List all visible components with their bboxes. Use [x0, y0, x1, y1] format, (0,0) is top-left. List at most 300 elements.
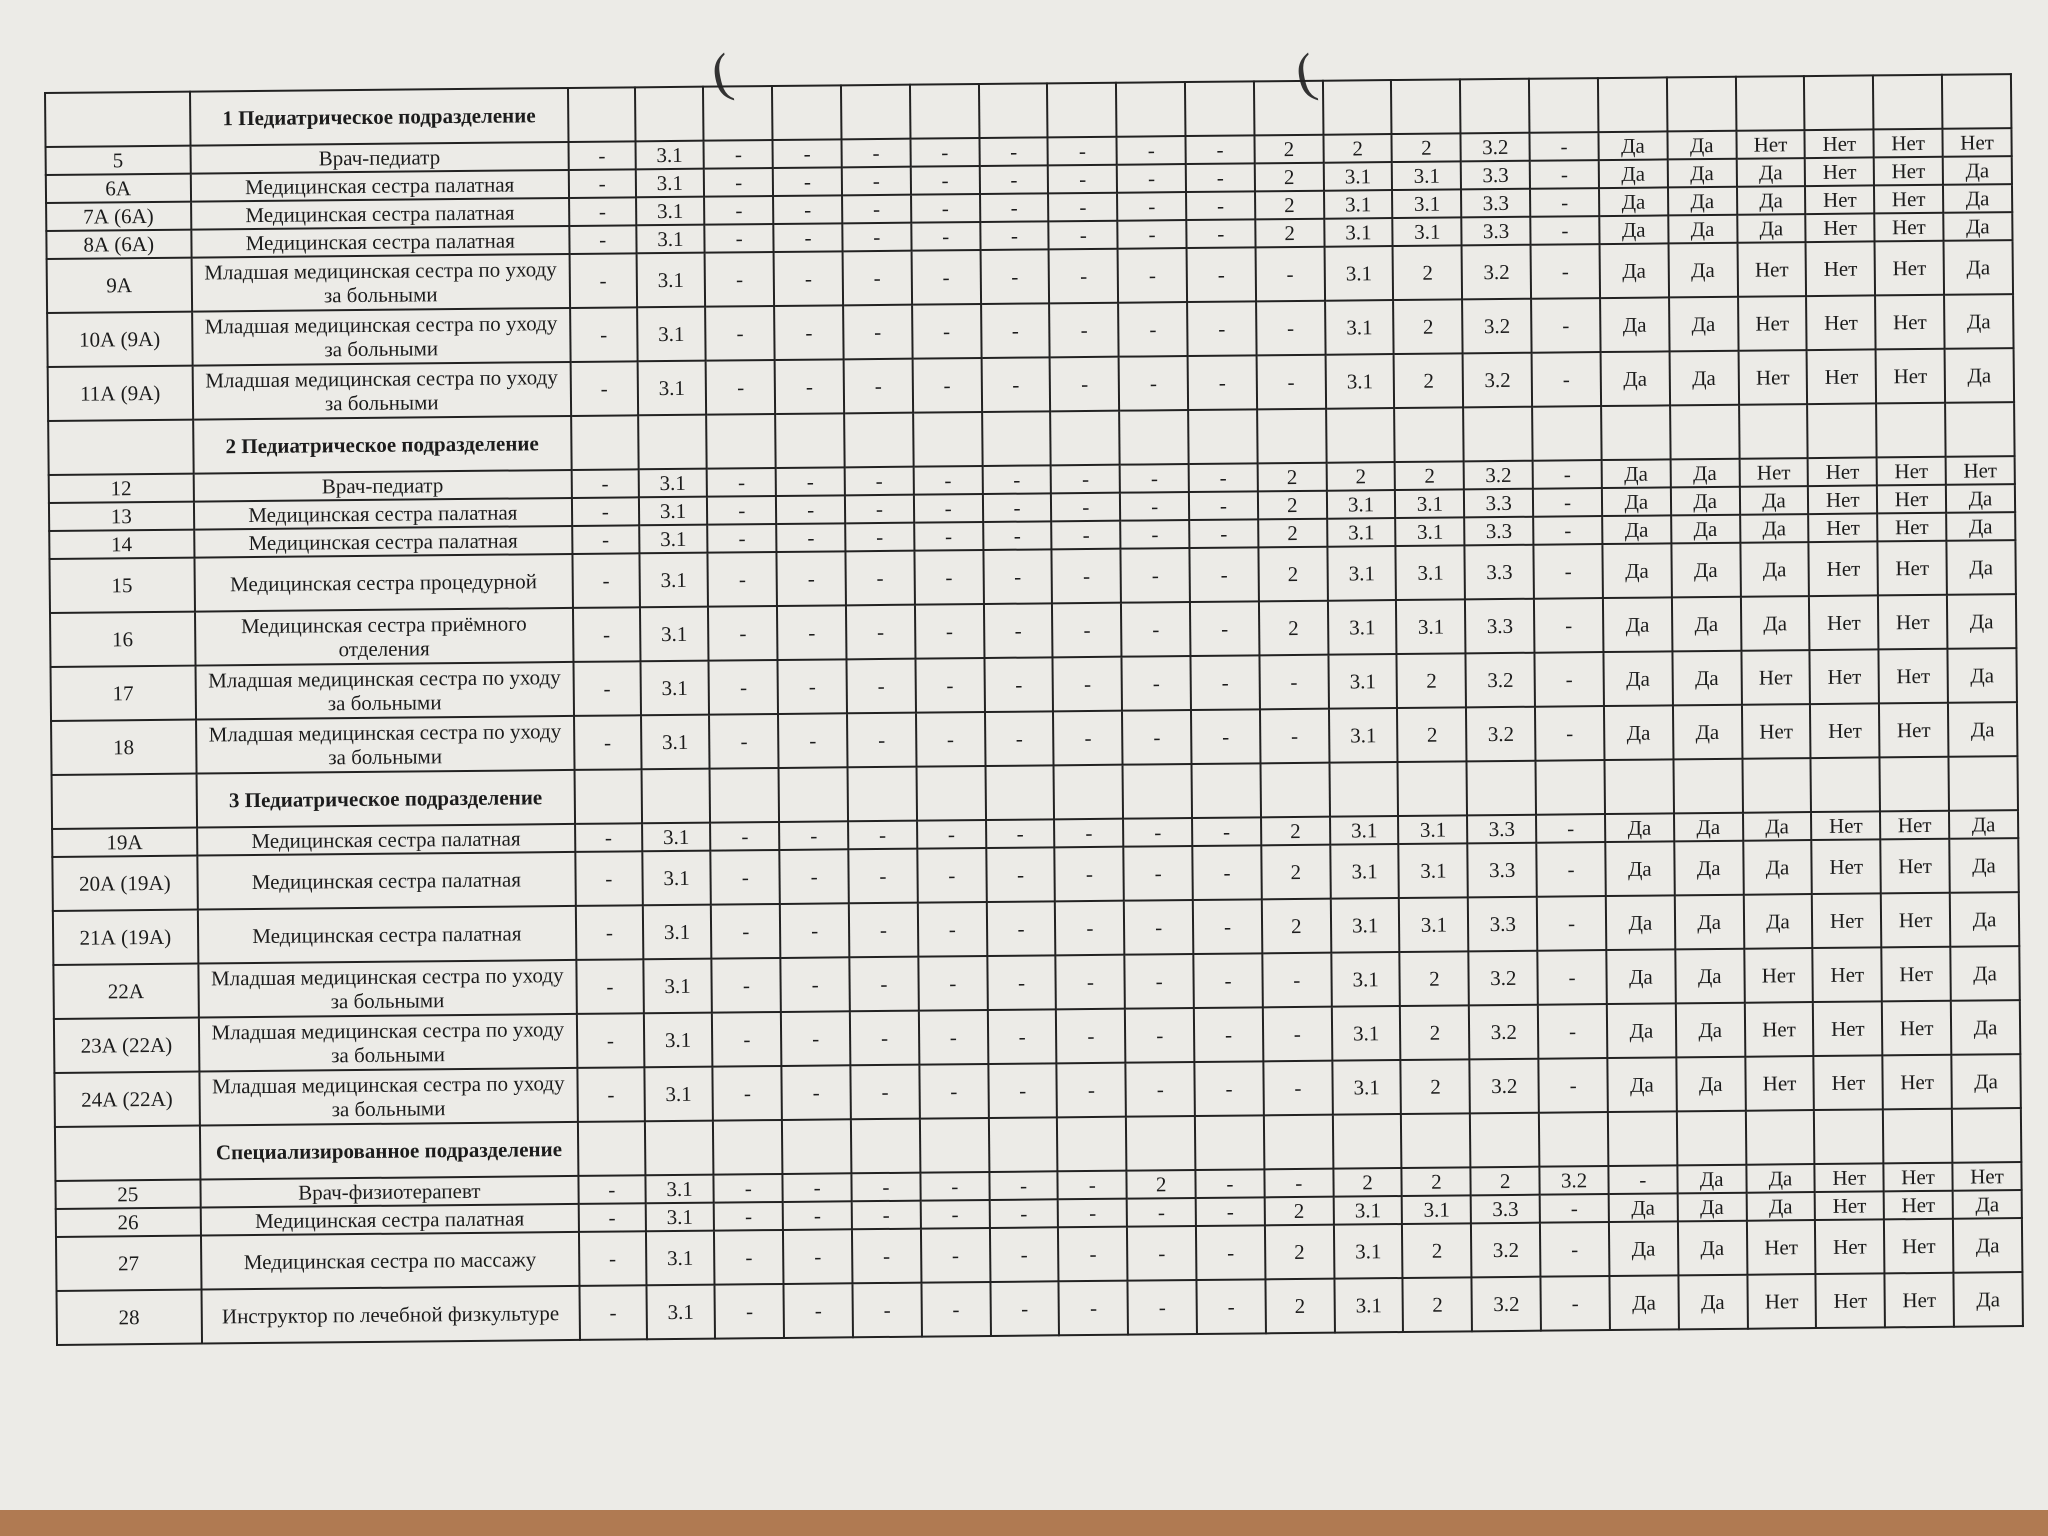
value-cell: -	[1125, 1008, 1194, 1063]
value-cell: 2	[1403, 1277, 1472, 1332]
value-cell: 3.3	[1465, 545, 1534, 600]
value-cell: 2	[1402, 1223, 1471, 1278]
empty-cell	[1116, 82, 1185, 137]
value-cell: -	[920, 1200, 989, 1229]
row-number: 18	[51, 720, 196, 775]
empty-cell	[1536, 760, 1605, 815]
value-cell: -	[988, 1063, 1057, 1118]
empty-cell	[1391, 79, 1460, 134]
value-cell: 3.2	[1464, 461, 1533, 490]
value-cell: -	[576, 905, 643, 960]
value-cell: -	[1049, 221, 1118, 250]
position-name: Младшая медицинская сестра по уходу за больными	[196, 716, 575, 774]
value-cell: Да	[1668, 243, 1737, 298]
value-cell: -	[1121, 602, 1190, 657]
value-cell: Нет	[1809, 595, 1878, 650]
position-name: Младшая медицинская сестра по уходу за больными	[195, 662, 574, 720]
value-cell: Да	[1950, 946, 2020, 1001]
value-cell: 2	[1255, 163, 1324, 192]
empty-cell	[578, 1121, 645, 1176]
value-cell: -	[1537, 950, 1606, 1005]
value-cell: -	[705, 252, 774, 307]
value-cell: -	[780, 903, 849, 958]
value-cell: 3.1	[644, 1067, 713, 1122]
value-cell: 3.1	[1330, 816, 1399, 845]
value-cell: -	[842, 223, 911, 252]
empty-cell	[1323, 80, 1392, 135]
value-cell: -	[1190, 601, 1259, 656]
position-name: Младшая медицинская сестра по уходу за больными	[198, 960, 577, 1018]
value-cell: Да	[1743, 894, 1812, 949]
value-cell: Нет	[1880, 839, 1949, 894]
empty-cell	[571, 415, 638, 470]
value-cell: Нет	[1812, 893, 1881, 948]
value-cell: -	[917, 848, 986, 903]
value-cell: Нет	[1880, 811, 1949, 840]
value-cell: Да	[1737, 214, 1806, 243]
value-cell: 3.1	[1325, 354, 1394, 409]
value-cell: 3.2	[1462, 299, 1531, 354]
value-cell: -	[1051, 493, 1120, 522]
value-cell: Да	[1950, 892, 2020, 947]
value-cell: -	[850, 1011, 919, 1066]
value-cell: Нет	[1879, 703, 1948, 758]
value-cell: -	[577, 1013, 644, 1068]
position-name: Младшая медицинская сестра по уходу за больными	[191, 254, 570, 312]
empty-cell	[1195, 1115, 1264, 1170]
value-cell: -	[711, 904, 780, 959]
row-number: 7А (6А)	[46, 202, 191, 231]
value-cell: Нет	[1814, 1055, 1883, 1110]
value-cell: 3.1	[1325, 300, 1394, 355]
value-cell: Да	[1948, 702, 2018, 757]
value-cell: -	[572, 553, 639, 608]
value-cell: -	[1118, 302, 1187, 357]
value-cell: 3.1	[1328, 600, 1397, 655]
value-cell: Нет	[1876, 349, 1945, 404]
position-name: Медицинская сестра по массажу	[200, 1232, 579, 1290]
value-cell: Нет	[1813, 1001, 1882, 1056]
value-cell: 3.3	[1464, 517, 1533, 546]
value-cell: 3.1	[1330, 898, 1399, 953]
value-cell: -	[1189, 491, 1258, 520]
value-cell: -	[852, 1283, 921, 1338]
row-number: 11А (9А)	[48, 366, 193, 421]
row-number: 23А (22А)	[54, 1018, 199, 1073]
value-cell: -	[1120, 464, 1189, 493]
value-cell: -	[919, 1010, 988, 1065]
empty-cell	[910, 84, 979, 139]
empty-cell	[1057, 1117, 1126, 1172]
value-cell: -	[569, 197, 636, 226]
value-cell: -	[918, 956, 987, 1011]
value-cell: -	[572, 469, 639, 498]
value-cell: 3.1	[1392, 189, 1461, 218]
value-cell: Нет	[1746, 1220, 1815, 1275]
value-cell: -	[1052, 549, 1121, 604]
value-cell: -	[711, 850, 780, 905]
value-cell: -	[705, 224, 774, 253]
value-cell: 3.1	[637, 361, 706, 416]
value-cell: Да	[1600, 297, 1669, 352]
value-cell: Да	[1676, 1003, 1745, 1058]
value-cell: -	[846, 605, 915, 660]
value-cell: -	[710, 822, 779, 851]
value-cell: Нет	[1810, 703, 1879, 758]
value-cell: Да	[1951, 1000, 2021, 1055]
empty-cell	[1460, 79, 1529, 134]
value-cell: -	[1535, 706, 1604, 761]
value-cell: -	[776, 495, 845, 524]
value-cell: 3.1	[642, 823, 711, 852]
empty-cell	[1742, 758, 1811, 813]
value-cell: -	[776, 523, 845, 552]
row-number	[48, 420, 193, 475]
empty-cell	[1123, 764, 1192, 819]
value-cell: 3.2	[1470, 1059, 1539, 1114]
value-cell: -	[1051, 465, 1120, 494]
position-name: Медицинская сестра приёмного отделения	[195, 608, 574, 666]
empty-cell	[782, 1119, 851, 1174]
value-cell: Да	[1602, 459, 1671, 488]
value-cell: -	[1196, 1197, 1265, 1226]
empty-cell	[779, 767, 848, 822]
value-cell: -	[986, 819, 1055, 848]
empty-cell	[1126, 1116, 1195, 1171]
value-cell: -	[707, 496, 776, 525]
value-cell: 2	[1259, 601, 1328, 656]
row-number: 9А	[47, 258, 192, 313]
value-cell: -	[1119, 356, 1188, 411]
value-cell: Нет	[1808, 485, 1877, 514]
value-cell: Да	[1953, 1272, 2023, 1327]
value-cell: -	[1120, 520, 1189, 549]
value-cell: Нет	[1809, 541, 1878, 596]
value-cell: -	[572, 525, 639, 554]
value-cell: -	[774, 305, 843, 360]
value-cell: -	[1540, 1194, 1609, 1223]
value-cell: -	[979, 165, 1048, 194]
value-cell: Да	[1669, 351, 1738, 406]
value-cell: -	[1256, 355, 1325, 410]
value-cell: -	[910, 138, 979, 167]
value-cell: -	[570, 253, 637, 308]
value-cell: 3.1	[1332, 1006, 1401, 1061]
value-cell: 3.1	[645, 1175, 714, 1204]
value-cell: -	[1538, 1004, 1607, 1059]
value-cell: Да	[1946, 484, 2015, 513]
value-cell: -	[1186, 191, 1255, 220]
value-cell: Нет	[1812, 839, 1881, 894]
value-cell: -	[1194, 1007, 1263, 1062]
position-name: Медицинская сестра палатная	[194, 526, 573, 558]
value-cell: -	[990, 1281, 1059, 1336]
empty-cell	[710, 768, 779, 823]
value-cell: -	[912, 358, 981, 413]
value-cell: -	[1188, 355, 1257, 410]
value-cell: Да	[1737, 186, 1806, 215]
value-cell: Нет	[1813, 947, 1882, 1002]
position-name: Медицинская сестра процедурной	[194, 554, 573, 612]
value-cell: -	[705, 306, 774, 361]
value-cell: -	[851, 1173, 920, 1202]
value-cell: -	[580, 1285, 647, 1340]
value-cell: -	[1263, 1007, 1332, 1062]
value-cell: -	[575, 851, 642, 906]
value-cell: 3.1	[1329, 708, 1398, 763]
value-cell: 3.1	[636, 253, 705, 308]
value-cell: -	[714, 1174, 783, 1203]
value-cell: Да	[1600, 351, 1669, 406]
row-number: 6А	[46, 174, 191, 203]
value-cell: -	[1058, 1227, 1127, 1282]
value-cell: -	[1536, 814, 1605, 843]
value-cell: -	[920, 1172, 989, 1201]
position-name: Младшая медицинская сестра по уходу за больными	[198, 1014, 577, 1072]
value-cell: -	[1124, 900, 1193, 955]
value-cell: 3.1	[1392, 161, 1461, 190]
value-cell: Нет	[1877, 457, 1946, 486]
value-cell: -	[778, 713, 847, 768]
value-cell: -	[915, 604, 984, 659]
row-number: 27	[56, 1236, 201, 1291]
value-cell: -	[984, 657, 1053, 712]
row-number: 25	[55, 1180, 200, 1209]
value-cell: -	[1052, 521, 1121, 550]
value-cell: -	[1124, 846, 1193, 901]
value-cell: -	[704, 196, 773, 225]
empty-cell	[1948, 756, 2018, 811]
empty-cell	[1264, 1115, 1333, 1170]
value-cell: 3.1	[1324, 218, 1393, 247]
value-cell: -	[1196, 1225, 1265, 1280]
empty-cell	[706, 414, 775, 469]
value-cell: 2	[1258, 519, 1327, 548]
value-cell: -	[579, 1203, 646, 1232]
empty-cell	[1047, 83, 1116, 138]
value-cell: Да	[1599, 243, 1668, 298]
empty-cell	[1601, 405, 1670, 460]
value-cell: -	[1125, 954, 1194, 1009]
value-cell: 3.1	[1328, 654, 1397, 709]
value-cell: 3.1	[1393, 217, 1462, 246]
value-cell: 2	[1392, 133, 1461, 162]
value-cell: Да	[1599, 215, 1668, 244]
value-cell: -	[1120, 492, 1189, 521]
value-cell: 3.1	[1396, 599, 1465, 654]
value-cell: -	[576, 959, 643, 1014]
value-cell: Нет	[1942, 128, 2011, 157]
value-cell: Нет	[1879, 649, 1948, 704]
position-name: Врач-педиатр	[193, 470, 572, 502]
value-cell: Да	[1599, 187, 1668, 216]
value-cell: -	[989, 1199, 1058, 1228]
value-cell: -	[1538, 1058, 1607, 1113]
value-cell: -	[1533, 460, 1602, 489]
value-cell: -	[914, 522, 983, 551]
value-cell: Да	[1953, 1190, 2022, 1219]
empty-cell	[1260, 763, 1329, 818]
value-cell: 3.1	[646, 1285, 715, 1340]
value-cell: Да	[1605, 841, 1674, 896]
value-cell: -	[1186, 219, 1255, 248]
value-cell: Да	[1943, 184, 2012, 213]
value-cell: -	[712, 958, 781, 1013]
empty-cell	[1739, 404, 1808, 459]
value-cell: Нет	[1806, 295, 1875, 350]
value-cell: Да	[1943, 212, 2012, 241]
value-cell: -	[1186, 135, 1255, 164]
value-cell: Нет	[1747, 1274, 1816, 1329]
section-title: Специализированное подразделение	[199, 1122, 578, 1180]
value-cell: -	[1530, 216, 1599, 245]
value-cell: Нет	[1744, 1002, 1813, 1057]
value-cell: Да	[1607, 1003, 1676, 1058]
value-cell: 2	[1261, 817, 1330, 846]
value-cell: Нет	[1877, 513, 1946, 542]
value-cell: -	[1128, 1280, 1197, 1335]
value-cell: 3.1	[646, 1231, 715, 1286]
value-cell: Да	[1607, 1057, 1676, 1112]
value-cell: 2	[1258, 491, 1327, 520]
value-cell: 3.3	[1465, 599, 1534, 654]
empty-cell	[575, 769, 642, 824]
value-cell: -	[845, 467, 914, 496]
value-cell: Нет	[1878, 541, 1947, 596]
value-cell: -	[1534, 598, 1603, 653]
empty-cell	[641, 769, 710, 824]
value-cell: -	[1532, 352, 1601, 407]
value-cell: 3.1	[638, 469, 707, 498]
value-cell: Да	[1947, 648, 2017, 703]
empty-cell	[1185, 81, 1254, 136]
position-name: Младшая медицинская сестра по уходу за больными	[192, 308, 571, 366]
value-cell: -	[912, 304, 981, 359]
value-cell: Да	[1946, 512, 2015, 541]
value-cell: -	[841, 139, 910, 168]
value-cell: -	[911, 250, 980, 305]
value-cell: 3.3	[1461, 189, 1530, 218]
value-cell: Нет	[1807, 349, 1876, 404]
value-cell: 3.1	[1399, 843, 1468, 898]
value-cell: 3.1	[1332, 1060, 1401, 1115]
value-cell: -	[784, 1283, 853, 1338]
value-cell: Нет	[1808, 457, 1877, 486]
empty-cell	[1945, 402, 2015, 457]
value-cell: -	[980, 249, 1049, 304]
value-cell: -	[708, 606, 777, 661]
value-cell: -	[1197, 1279, 1266, 1334]
value-cell: Да	[1743, 840, 1812, 895]
position-name: Медицинская сестра палатная	[191, 226, 570, 258]
value-cell: -	[847, 713, 916, 768]
value-cell: -	[1533, 488, 1602, 517]
value-cell: -	[706, 360, 775, 415]
value-cell: 3.1	[643, 959, 712, 1014]
value-cell: -	[782, 1065, 851, 1120]
desk-surface	[0, 1510, 2048, 1536]
value-cell: -	[921, 1228, 990, 1283]
position-name: Медицинская сестра палатная	[197, 852, 576, 910]
value-cell: Да	[1609, 1275, 1678, 1330]
empty-cell	[1608, 1111, 1677, 1166]
empty-cell	[1188, 409, 1257, 464]
value-cell: -	[1530, 188, 1599, 217]
value-cell: 3.1	[1330, 844, 1399, 899]
row-number: 10А (9А)	[47, 312, 192, 367]
empty-cell	[1604, 759, 1673, 814]
row-number: 12	[49, 474, 194, 503]
value-cell: -	[1055, 847, 1124, 902]
value-cell: 2	[1262, 899, 1331, 954]
value-cell: Да	[1674, 841, 1743, 896]
value-cell: Да	[1598, 131, 1667, 160]
empty-cell	[1529, 78, 1598, 133]
value-cell: -	[1048, 137, 1117, 166]
value-cell: Нет	[1881, 893, 1950, 948]
value-cell: -	[918, 902, 987, 957]
value-cell: Нет	[1815, 1191, 1884, 1220]
value-cell: Да	[1946, 540, 2016, 595]
value-cell: Нет	[1881, 947, 1950, 1002]
value-cell: Нет	[1806, 241, 1875, 296]
value-cell: -	[850, 1065, 919, 1120]
row-number: 5	[46, 146, 191, 175]
value-cell: -	[849, 903, 918, 958]
value-cell: -	[713, 1066, 782, 1121]
value-cell: Нет	[1874, 185, 1943, 214]
empty-cell	[1054, 765, 1123, 820]
value-cell: 3.1	[1324, 190, 1393, 219]
row-number: 21А (19А)	[53, 910, 198, 965]
value-cell: -	[986, 847, 1055, 902]
empty-cell	[1876, 403, 1945, 458]
value-cell: 2	[1400, 1005, 1469, 1060]
value-cell: Да	[1736, 158, 1805, 187]
position-name: Младшая медицинская сестра по уходу за больными	[192, 362, 571, 420]
value-cell: -	[987, 955, 1056, 1010]
position-name: Врач-педиатр	[190, 142, 569, 174]
value-cell: -	[911, 222, 980, 251]
empty-cell	[1735, 76, 1804, 131]
value-cell: -	[781, 957, 850, 1012]
row-number: 28	[57, 1290, 202, 1345]
value-cell: -	[704, 140, 773, 169]
empty-cell	[1333, 1114, 1402, 1169]
value-cell: -	[569, 141, 636, 170]
position-name: Медицинская сестра палатная	[191, 198, 570, 230]
value-cell: Да	[1672, 651, 1741, 706]
value-cell: Да	[1668, 187, 1737, 216]
value-cell: Нет	[1744, 948, 1813, 1003]
value-cell: 3.1	[1399, 897, 1468, 952]
value-cell: 2	[1402, 1167, 1471, 1196]
value-cell: -	[913, 466, 982, 495]
value-cell: -	[1122, 656, 1191, 711]
empty-cell	[1467, 761, 1536, 816]
value-cell: -	[982, 465, 1051, 494]
value-cell: Да	[1603, 651, 1672, 706]
row-number: 15	[49, 558, 194, 613]
row-number: 19А	[52, 828, 197, 857]
value-cell: 3.2	[1466, 653, 1535, 708]
value-cell: -	[1256, 301, 1325, 356]
value-cell: -	[712, 1012, 781, 1067]
value-cell: Да	[1674, 813, 1743, 842]
row-number: 24А (22А)	[54, 1072, 199, 1127]
value-cell: Да	[1675, 949, 1744, 1004]
value-cell: 3.1	[1323, 162, 1392, 191]
